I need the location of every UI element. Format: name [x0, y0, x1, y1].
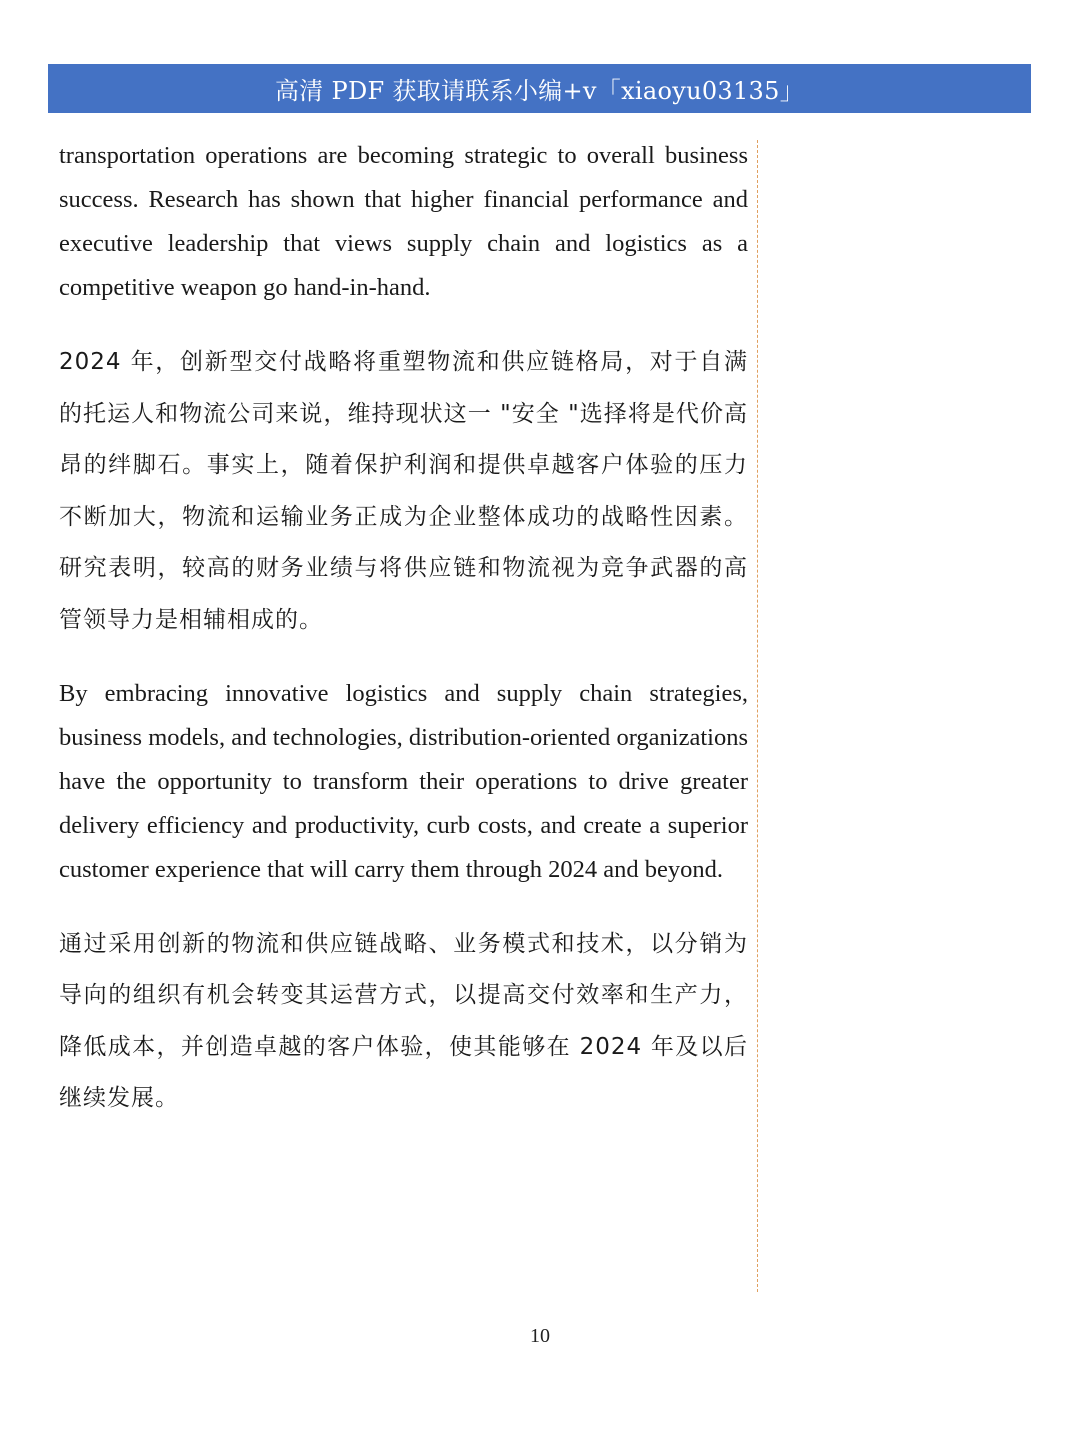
- header-banner: [48, 64, 1031, 113]
- paragraph-english-1: transportation operations are becoming strategic to overall business success. Research has shown that higher financial performance and executive leadership that views supply chain and logistics as a competitive weapon go hand-in-hand.: [59, 142, 748, 301]
- banner-text: 高清 PDF 获取请联系小编+v「xiaoyu03135」: [275, 77, 804, 105]
- margin-divider: [757, 140, 758, 1292]
- page-body: [59, 134, 748, 1125]
- paragraph-english-2: By embracing innovative logistics and supply chain strategies, business models, and technologies, distribution-oriented organizations have the opportunity to transform their operations to drive greater delivery efficiency and productivity, curb costs, and create a superior customer experience that will carry them through 2024 and beyond.: [59, 679, 748, 883]
- page-number: 10: [530, 1325, 550, 1347]
- paragraph-chinese-1: 2024 年，创新型交付战略将重塑物流和供应链格局，对于自满的托运人和物流公司来说，维持现状这一 "安全 "选择将是代价高昂的绊脚石。事实上，随着保护利润和提供卓越客户体验的压力不断加大，物流和运输业务正成为企业整体成功的战略性因素。研究表明，较高的财务业绩与将供应链和物流视为竞争武器的高管领导力是相辅相成的。: [59, 349, 748, 633]
- paragraph-chinese-2: 通过采用创新的物流和供应链战略、业务模式和技术，以分销为导向的组织有机会转变其运营方式，以提高交付效率和生产力，降低成本，并创造卓越的客户体验，使其能够在 2024 年及以后继续发展。: [59, 930, 748, 1112]
